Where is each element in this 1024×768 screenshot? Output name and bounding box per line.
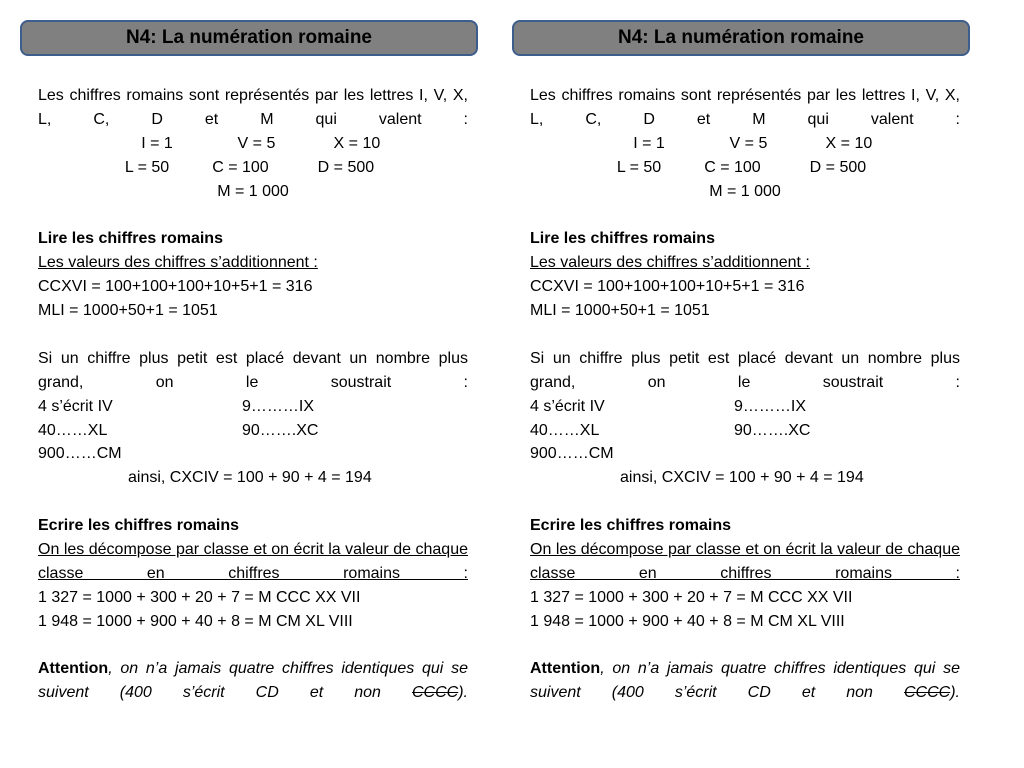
add-example: CCXVI = 100+100+100+10+5+1 = 316 xyxy=(38,278,313,296)
sub-pair-b: 90…….XC xyxy=(734,421,811,439)
attention-word: Attention xyxy=(530,660,601,678)
sub-rule: Si un chiffre plus petit est placé devant un nombre plus grand, on le soustrait : xyxy=(38,349,468,391)
write-example: 1 327 = 1000 + 300 + 20 + 7 = M CCC XX VII xyxy=(530,588,853,606)
value-i: I = 1 xyxy=(633,134,665,152)
sub-pair xyxy=(530,395,960,419)
attention-text: , on n’a jamais quatre chiffres identiques qui se suivent (400 s’écrit CD et non xyxy=(530,660,960,702)
attention-word: Attention xyxy=(38,660,109,678)
card-title: N4: La numération romaine xyxy=(20,20,478,56)
left-card xyxy=(20,20,478,705)
value-m: M = 1 000 xyxy=(709,182,781,200)
value-d: D = 500 xyxy=(809,158,867,176)
attention-note xyxy=(38,657,468,705)
value-l: L = 50 xyxy=(616,158,662,176)
write-example: 1 948 = 1000 + 900 + 40 + 8 = M CM XL VIII xyxy=(530,612,845,630)
sub-example: 900……CM xyxy=(38,445,122,463)
section-heading-read: Lire les chiffres romains xyxy=(38,230,223,248)
attention-end: ). xyxy=(950,684,960,702)
attention-text: , on n’a jamais quatre chiffres identiques qui se suivent (400 s’écrit CD et non xyxy=(38,660,468,702)
values-row xyxy=(38,156,468,180)
value-l: L = 50 xyxy=(124,158,170,176)
write-rule: On les décompose par classe et on écrit la valeur de chaque classe en chiffres romains : xyxy=(530,540,960,582)
sub-pair-b: 90…….XC xyxy=(242,421,319,439)
add-example: CCXVI = 100+100+100+10+5+1 = 316 xyxy=(530,278,805,296)
sub-pair xyxy=(38,419,468,443)
write-example: 1 948 = 1000 + 900 + 40 + 8 = M CM XL VIII xyxy=(38,612,353,630)
value-i: I = 1 xyxy=(141,134,173,152)
card-title: N4: La numération romaine xyxy=(512,20,970,56)
attention-struck: CCCC xyxy=(412,684,459,702)
value-x: X = 10 xyxy=(333,134,381,152)
add-rule: Les valeurs des chiffres s’additionnent : xyxy=(38,254,318,272)
attention-note xyxy=(530,657,960,705)
sub-pair-b: 9………IX xyxy=(242,397,315,415)
sub-pair-a: 40……XL xyxy=(530,421,600,439)
attention-end: ). xyxy=(458,684,468,702)
attention-struck: CCCC xyxy=(904,684,951,702)
value-m: M = 1 000 xyxy=(217,182,289,200)
sub-pair-a: 4 s’écrit IV xyxy=(530,397,605,415)
add-rule: Les valeurs des chiffres s’additionnent : xyxy=(530,254,810,272)
section-heading-write: Ecrire les chiffres romains xyxy=(530,517,731,535)
value-c: C = 100 xyxy=(704,158,761,176)
card-body xyxy=(512,84,970,705)
sub-pair xyxy=(530,419,960,443)
intro-text: Les chiffres romains sont représentés par les lettres I, V, X, L, C, D et M qui valent : xyxy=(530,87,960,128)
value-d: D = 500 xyxy=(317,158,375,176)
value-v: V = 5 xyxy=(237,134,276,152)
write-example: 1 327 = 1000 + 300 + 20 + 7 = M CCC XX VII xyxy=(38,588,361,606)
write-rule: On les décompose par classe et on écrit la valeur de chaque classe en chiffres romains : xyxy=(38,540,468,582)
section-heading-read: Lire les chiffres romains xyxy=(530,230,715,248)
values-row xyxy=(530,132,960,156)
sub-pair-b: 9………IX xyxy=(734,397,807,415)
value-v: V = 5 xyxy=(729,134,768,152)
value-x: X = 10 xyxy=(825,134,873,152)
values-row xyxy=(530,156,960,180)
sub-pair-a: 40……XL xyxy=(38,421,108,439)
section-heading-write: Ecrire les chiffres romains xyxy=(38,517,239,535)
value-c: C = 100 xyxy=(212,158,269,176)
intro-text: Les chiffres romains sont représentés par les lettres I, V, X, L, C, D et M qui valent : xyxy=(38,87,468,128)
sub-summary: ainsi, CXCIV = 100 + 90 + 4 = 194 xyxy=(128,469,372,487)
add-example: MLI = 1000+50+1 = 1051 xyxy=(530,302,710,320)
sub-summary: ainsi, CXCIV = 100 + 90 + 4 = 194 xyxy=(620,469,864,487)
sub-rule: Si un chiffre plus petit est placé devant un nombre plus grand, on le soustrait : xyxy=(530,349,960,391)
sub-pair xyxy=(38,395,468,419)
values-row xyxy=(38,132,468,156)
add-example: MLI = 1000+50+1 = 1051 xyxy=(38,302,218,320)
sub-pair-a: 4 s’écrit IV xyxy=(38,397,113,415)
sub-example: 900……CM xyxy=(530,445,614,463)
right-card xyxy=(512,20,970,705)
card-body xyxy=(20,84,478,705)
